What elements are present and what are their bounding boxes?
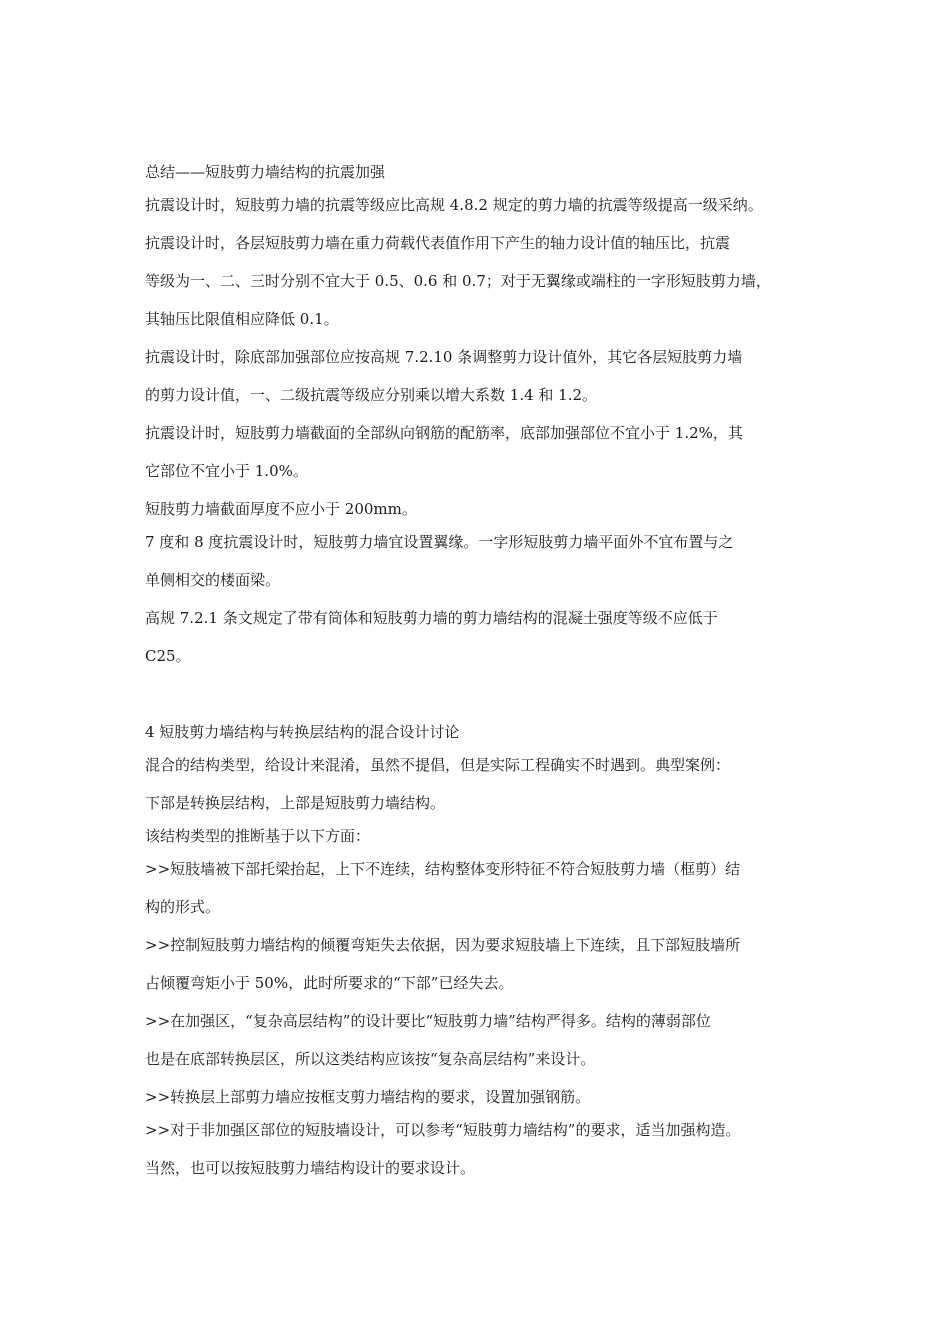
paragraph-line: 混合的结构类型，给设计来混淆，虽然不提倡，但是实际工程确实不时遇到。典型案例： (145, 756, 731, 774)
list-item-line: >>在加强区，“复杂高层结构”的设计要比“短肢剪力墙”结构严得多。结构的薄弱部位 (145, 1012, 711, 1030)
list-item-line: 也是在底部转换层区，所以这类结构应该按“复杂高层结构”来设计。 (145, 1050, 596, 1068)
paragraph-line: 高规 7.2.1 条文规定了带有筒体和短肢剪力墙的剪力墙结构的混凝土强度等级不应低于 (145, 609, 718, 627)
paragraph-line: 7 度和 8 度抗震设计时，短肢剪力墙宜设置翼缘。一字形短肢剪力墙平面外不宜布置与之 (145, 533, 734, 551)
paragraph-line: C25。 (145, 647, 191, 665)
list-item-line: >>转换层上部剪力墙应按框支剪力墙结构的要求，设置加强钢筋。 (145, 1088, 591, 1106)
list-item-line: >>控制短肢剪力墙结构的倾覆弯矩失去依据，因为要求短肢墙上下连续，且下部短肢墙所 (145, 936, 741, 954)
paragraph-line: 它部位不宜小于 1.0%。 (145, 462, 308, 480)
paragraph-line: 抗震设计时，各层短肢剪力墙在重力荷载代表值作用下产生的轴力设计值的轴压比，抗震 (145, 234, 731, 252)
paragraph-line: 等级为一、二、三时分别不宜大于 0.5、0.6 和 0.7；对于无翼缘或端柱的一字形短肢剪力墙， (145, 272, 771, 290)
paragraph-line: 其轴压比限值相应降低 0.1。 (145, 310, 339, 328)
section-gap (145, 678, 815, 716)
paragraph-line: 下部是转换层结构，上部是短肢剪力墙结构。 (145, 794, 446, 812)
section-heading: 4 短肢剪力墙结构与转换层结构的混合设计讨论 (145, 723, 460, 741)
paragraph-line: 单侧相交的楼面梁。 (145, 571, 281, 589)
paragraph-line: 的剪力设计值，一、二级抗震等级应分别乘以增大系数 1.4 和 1.2。 (145, 386, 598, 404)
paragraph-line: 该结构类型的推断基于以下方面： (145, 827, 371, 845)
list-item-line: 占倾覆弯矩小于 50%，此时所要求的“下部”已经失去。 (145, 974, 514, 992)
paragraph-line: 短肢剪力墙截面厚度不应小于 200mm。 (145, 500, 417, 518)
document-body (145, 156, 815, 1190)
list-item-line: 构的形式。 (145, 898, 221, 916)
paragraph-line: 抗震设计时，短肢剪力墙的抗震等级应比高规 4.8.2 规定的剪力墙的抗震等级提高一级采纳。 (145, 196, 763, 214)
section-title: 总结——短肢剪力墙结构的抗震加强 (145, 163, 386, 181)
list-item-line: >>对于非加强区部位的短肢墙设计，可以参考“短肢剪力墙结构”的要求，适当加强构造。 (145, 1121, 741, 1139)
paragraph-line: 抗震设计时，短肢剪力墙截面的全部纵向钢筋的配筋率，底部加强部位不宜小于 1.2%，其 (145, 424, 743, 442)
paragraph-line: 当然，也可以按短肢剪力墙结构设计的要求设计。 (145, 1159, 476, 1177)
list-item-line: >>短肢墙被下部托梁抬起，上下不连续，结构整体变形特征不符合短肢剪力墙（框剪）结 (145, 860, 741, 878)
paragraph-line: 抗震设计时，除底部加强部位应按高规 7.2.10 条调整剪力设计值外，其它各层短肢剪力墙 (145, 348, 743, 366)
